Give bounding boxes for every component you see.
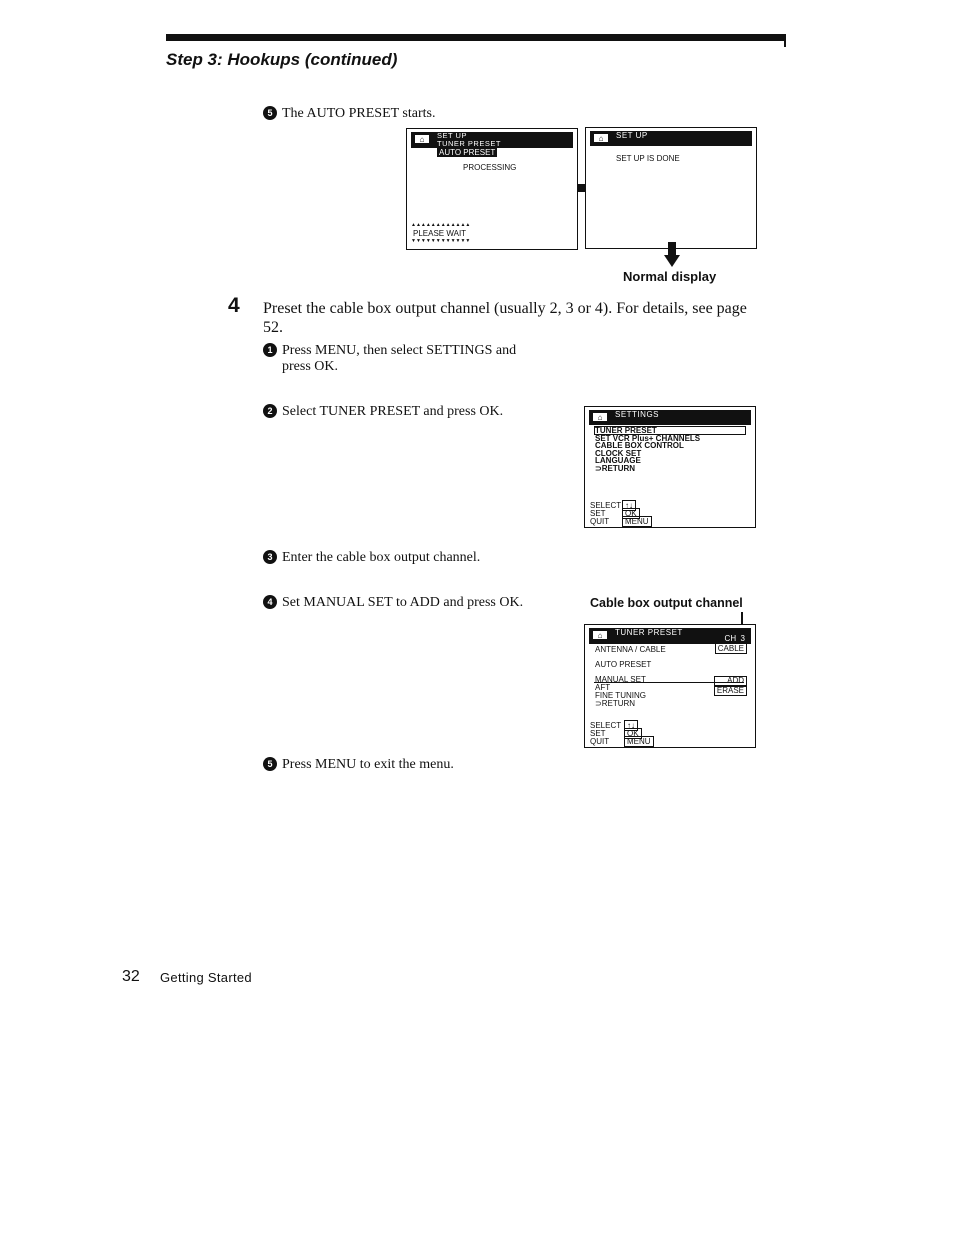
substep-5-text: Press MENU to exit the menu. xyxy=(282,757,454,772)
screen-header xyxy=(589,410,751,425)
header-rule-tick xyxy=(784,34,786,47)
header-rule xyxy=(166,34,786,41)
manual-set-item: MANUAL SET xyxy=(595,675,646,684)
menu-item: SET VCR Plus+ CHANNELS xyxy=(595,433,701,443)
menu-icon: ⌂ xyxy=(414,134,430,144)
menu-icon: ⌂ xyxy=(592,630,608,640)
add-option: ADD xyxy=(714,676,747,686)
substep-1-badge: 1 xyxy=(263,343,277,357)
step-4-text: Preset the cable box output channel (usually 2, 3 or 4). For details, see page 52. xyxy=(263,300,747,336)
auto-preset-text: The AUTO PRESET starts. xyxy=(282,106,436,121)
substep-1-text-cont: press OK. xyxy=(282,359,338,374)
auto-preset-step xyxy=(263,106,436,122)
settings-screen xyxy=(584,406,756,528)
substep-4 xyxy=(263,595,523,611)
page-heading: Step 3: Hookups (continued) xyxy=(166,50,398,69)
substep-1 xyxy=(263,343,516,359)
cable-box-output-label: Cable box output channel xyxy=(590,596,743,610)
tuner-more-items xyxy=(595,684,646,708)
screen-title: SETTINGS xyxy=(615,410,660,419)
tuner-preset-screen xyxy=(584,624,756,748)
substep-2-badge: 2 xyxy=(263,404,277,418)
channel-number: CH 3 xyxy=(724,634,745,643)
erase-option: ERASE xyxy=(714,686,747,696)
page-number: 32 xyxy=(122,968,140,985)
substep-5 xyxy=(263,757,454,773)
aft-item: AFT xyxy=(595,683,611,692)
auto-preset-highlight: AUTO PRESET xyxy=(439,148,496,157)
fine-tuning-item: FINE TUNING xyxy=(595,691,646,700)
substep-2-text: Select TUNER PRESET and press OK. xyxy=(282,404,504,419)
setup-done-text: SET UP IS DONE xyxy=(616,154,680,163)
menu-item: ⊃RETURN xyxy=(595,463,636,473)
menu-item: CLOCK SET xyxy=(595,448,642,458)
please-wait-text: PLEASE WAIT xyxy=(413,229,467,238)
settings-menu-list xyxy=(595,427,700,472)
substep-3 xyxy=(263,550,480,566)
wait-border-top: ▲▲▲▲▲▲▲▲▲▲▲▲ xyxy=(411,222,471,228)
antenna-cable-value: CABLE xyxy=(715,645,747,653)
section-name: Getting Started xyxy=(160,970,252,985)
arrow-down-icon xyxy=(664,255,680,267)
substep-4-text: Set MANUAL SET to ADD and press OK. xyxy=(282,595,524,610)
arrow-down-shaft xyxy=(668,242,676,256)
menu-item: CABLE BOX CONTROL xyxy=(595,441,684,450)
wait-border-bottom: ▼▼▼▼▼▼▼▼▼▼▼▼ xyxy=(411,238,471,244)
screen-title: SET UP TUNER PRESET xyxy=(437,131,501,148)
step-number-badge: 5 xyxy=(263,106,277,120)
menu-icon: ⌂ xyxy=(593,133,609,143)
return-icon: ⊃ xyxy=(595,699,602,708)
menu-item: TUNER PRESET xyxy=(595,426,657,435)
normal-display-label: Normal display xyxy=(623,269,717,284)
settings-key-legend: SELECT ↑↓ SET OK QUIT MENU xyxy=(590,502,652,526)
screen-header xyxy=(590,131,752,146)
screen-title: SET UP xyxy=(616,131,648,140)
step-4-number: 4 xyxy=(228,294,240,317)
substep-5-badge: 5 xyxy=(263,757,277,771)
tuner-key-legend: SELECT ↑↓ SET OK QUIT MENU xyxy=(590,722,654,746)
substep-2 xyxy=(263,404,503,420)
antenna-cable-label: ANTENNA / CABLE xyxy=(595,645,666,654)
manual-set-options xyxy=(714,676,747,696)
menu-item: LANGUAGE xyxy=(595,456,641,465)
substep-4-badge: 4 xyxy=(263,595,277,609)
screen-header xyxy=(411,132,573,148)
screen-title: TUNER PRESET xyxy=(615,628,683,637)
processing-text: PROCESSING xyxy=(463,163,517,172)
auto-preset-screen xyxy=(406,128,578,250)
substep-3-text: Enter the cable box output channel. xyxy=(282,550,481,565)
return-item: ⊃RETURN xyxy=(595,699,636,708)
auto-preset-item: AUTO PRESET xyxy=(595,660,652,669)
substep-3-badge: 3 xyxy=(263,550,277,564)
screen-header xyxy=(589,628,751,644)
return-icon: ⊃ xyxy=(595,463,602,473)
menu-icon: ⌂ xyxy=(592,412,608,422)
substep-1-text: Press MENU, then select SETTINGS and xyxy=(282,343,517,358)
setup-done-screen xyxy=(585,127,757,249)
